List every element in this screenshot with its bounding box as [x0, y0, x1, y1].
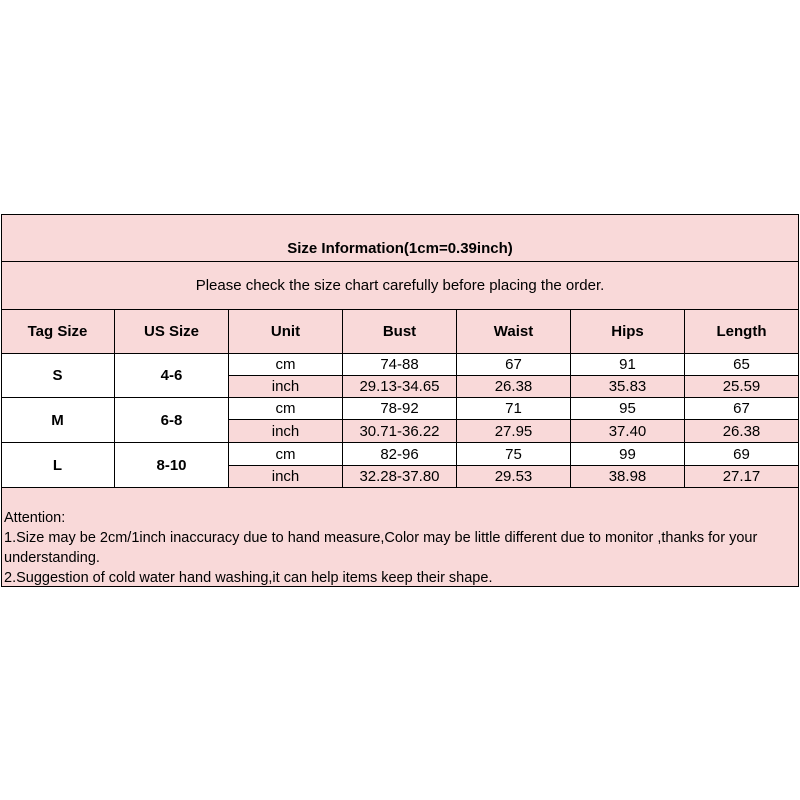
length-cell: 67: [685, 398, 799, 420]
unit-cell: inch: [229, 466, 343, 488]
hips-cell: 37.40: [571, 420, 685, 443]
length-cell: 27.17: [685, 466, 799, 488]
header-us-size: US Size: [115, 310, 229, 354]
header-row: [1, 310, 799, 354]
unit-cell: inch: [229, 420, 343, 443]
table-row: [1, 466, 799, 488]
length-cell: 26.38: [685, 420, 799, 443]
size-chart-title-row: [1, 214, 799, 262]
bust-cell: 30.71-36.22: [343, 420, 457, 443]
length-cell: 25.59: [685, 376, 799, 398]
table-row: [1, 354, 799, 376]
header-length: Length: [685, 310, 799, 354]
tag-size-m: M: [1, 398, 115, 443]
unit-cell: cm: [229, 354, 343, 376]
attention-line-1: 1.Size may be 2cm/1inch inaccuracy due to hand measure,Color may be little different due to monitor ,thanks for your understanding.: [4, 530, 758, 566]
attention-line-2: 2.Suggestion of cold water hand washing,it can help items keep their shape.: [4, 570, 493, 586]
waist-cell: 75: [457, 443, 571, 466]
header-bust: Bust: [343, 310, 457, 354]
attention-notes: [1, 505, 799, 587]
hips-cell: 35.83: [571, 376, 685, 398]
tag-size-l: L: [1, 443, 115, 488]
length-cell: 65: [685, 354, 799, 376]
us-size-l: 8-10: [115, 443, 229, 488]
unit-cell: cm: [229, 443, 343, 466]
waist-cell: 26.38: [457, 376, 571, 398]
header-waist: Waist: [457, 310, 571, 354]
bust-cell: 78-92: [343, 398, 457, 420]
spacer-row: [1, 488, 799, 505]
size-chart-note: Please check the size chart carefully before placing the order.: [1, 262, 799, 310]
bust-cell: 32.28-37.80: [343, 466, 457, 488]
hips-cell: 91: [571, 354, 685, 376]
us-size-s: 4-6: [115, 354, 229, 398]
unit-cell: cm: [229, 398, 343, 420]
size-chart-title: Size Information(1cm=0.39inch): [287, 240, 513, 257]
table-row: [1, 443, 799, 466]
header-unit: Unit: [229, 310, 343, 354]
header-tag-size: Tag Size: [1, 310, 115, 354]
us-size-m: 6-8: [115, 398, 229, 443]
waist-cell: 67: [457, 354, 571, 376]
attention-heading: Attention:: [4, 510, 66, 526]
bust-cell: 74-88: [343, 354, 457, 376]
waist-cell: 71: [457, 398, 571, 420]
table-row: [1, 376, 799, 398]
length-cell: 69: [685, 443, 799, 466]
table-row: [1, 398, 799, 420]
hips-cell: 38.98: [571, 466, 685, 488]
waist-cell: 29.53: [457, 466, 571, 488]
size-chart: [1, 214, 799, 587]
hips-cell: 95: [571, 398, 685, 420]
header-hips: Hips: [571, 310, 685, 354]
unit-cell: inch: [229, 376, 343, 398]
bust-cell: 82-96: [343, 443, 457, 466]
hips-cell: 99: [571, 443, 685, 466]
waist-cell: 27.95: [457, 420, 571, 443]
bust-cell: 29.13-34.65: [343, 376, 457, 398]
tag-size-s: S: [1, 354, 115, 398]
table-row: [1, 420, 799, 443]
